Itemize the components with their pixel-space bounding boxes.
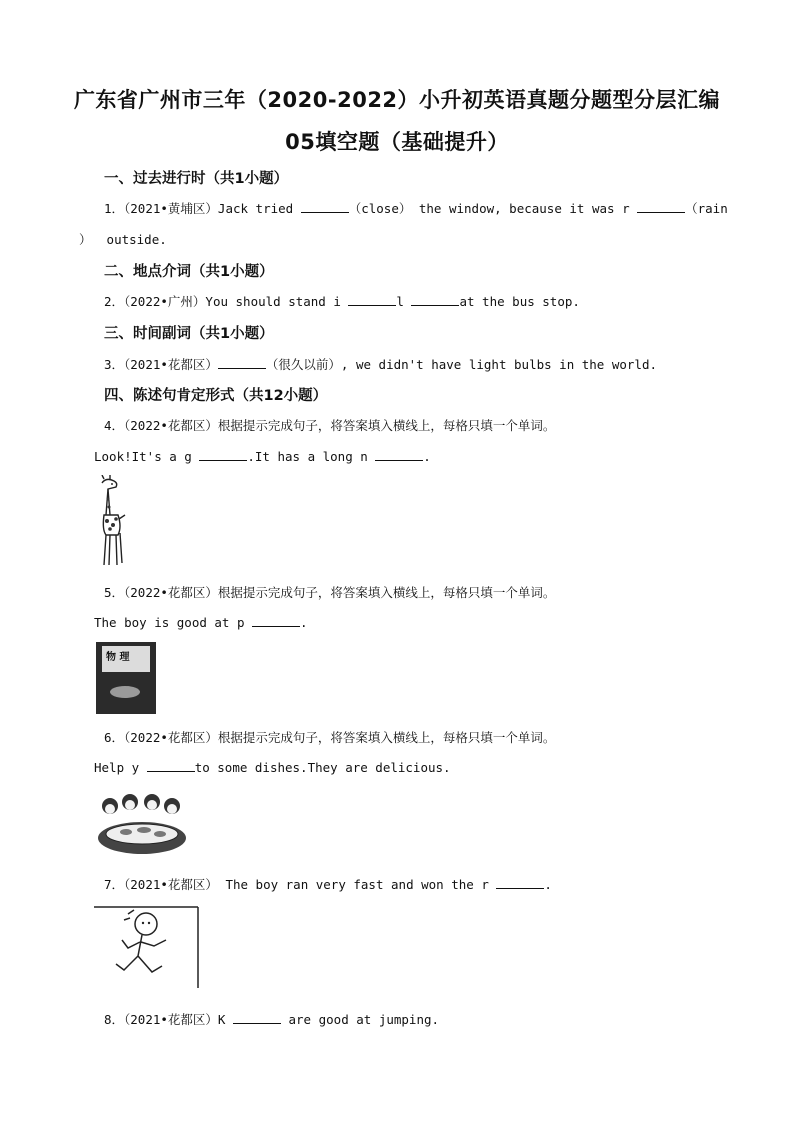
textbook-title: 物 理 bbox=[106, 652, 130, 663]
question-1-continued: ） outside. bbox=[79, 232, 167, 247]
question-text: Help y bbox=[94, 760, 147, 775]
question-text: . bbox=[423, 449, 431, 464]
question-source: （2021•花都区） bbox=[124, 877, 218, 892]
running-boy-image bbox=[94, 904, 204, 990]
giraffe-image bbox=[88, 475, 128, 567]
question-text: .It has a long n bbox=[247, 449, 376, 464]
section-heading-time-adverbs: 三、时间副词（共1小题） bbox=[104, 326, 274, 342]
question-text: Look!It's a g bbox=[94, 449, 200, 464]
question-number: 3． bbox=[104, 357, 125, 372]
question-text: （很久以前）, we didn't have light bulbs in the world. bbox=[265, 357, 657, 372]
document-title: 广东省广州市三年（2020-2022）小升初英语真题分题型分层汇编 bbox=[73, 88, 721, 112]
question-instruction: 根据提示完成句子，将答案填入横线上，每格只填一个单词。 bbox=[217, 418, 556, 433]
answer-blank[interactable] bbox=[218, 358, 266, 369]
question-text: to some dishes.They are delicious. bbox=[194, 760, 451, 775]
question-source: （2021•花都区） bbox=[124, 357, 218, 372]
question-number: 4． bbox=[104, 418, 125, 433]
question-text: The boy is good at p bbox=[94, 615, 253, 630]
question-7 bbox=[104, 875, 552, 893]
question-source: （2022•广州） bbox=[124, 294, 206, 309]
question-number: 1． bbox=[104, 201, 125, 216]
question-1 bbox=[104, 199, 728, 217]
question-5 bbox=[104, 583, 555, 601]
question-number: 8． bbox=[104, 1012, 125, 1027]
answer-blank[interactable] bbox=[411, 295, 459, 306]
question-4-sentence bbox=[94, 449, 431, 464]
question-text: （close） the window, because it was r bbox=[348, 201, 638, 216]
answer-blank[interactable] bbox=[637, 202, 685, 213]
question-text: . bbox=[300, 615, 308, 630]
question-text: . bbox=[544, 877, 552, 892]
section-heading-affirmative-statements: 四、陈述句肯定形式（共12小题） bbox=[104, 388, 328, 404]
question-2 bbox=[104, 292, 580, 310]
answer-blank[interactable] bbox=[233, 1013, 281, 1024]
family-dinner-image bbox=[94, 790, 190, 856]
question-instruction: 根据提示完成句子，将答案填入横线上，每格只填一个单词。 bbox=[217, 585, 556, 600]
answer-blank[interactable] bbox=[348, 295, 396, 306]
question-text: are good at jumping. bbox=[280, 1012, 440, 1027]
question-source: （2022•花都区） bbox=[124, 585, 218, 600]
document-subtitle: 05填空题（基础提升） bbox=[285, 130, 509, 154]
question-8 bbox=[104, 1010, 439, 1028]
answer-blank[interactable] bbox=[301, 202, 349, 213]
question-6 bbox=[104, 728, 555, 746]
answer-blank[interactable] bbox=[496, 878, 544, 889]
question-text: K bbox=[217, 1012, 233, 1027]
question-text: l bbox=[396, 294, 412, 309]
answer-blank[interactable] bbox=[252, 616, 300, 627]
question-4 bbox=[104, 416, 555, 434]
question-6-sentence bbox=[94, 760, 451, 775]
question-source: （2021•花都区） bbox=[124, 1012, 218, 1027]
answer-blank[interactable] bbox=[199, 450, 247, 461]
answer-blank[interactable] bbox=[147, 761, 195, 772]
question-source: （2022•花都区） bbox=[124, 730, 218, 745]
question-source: （2021•黄埔区） bbox=[124, 201, 218, 216]
question-text: （rain bbox=[685, 201, 728, 216]
question-number: 6． bbox=[104, 730, 125, 745]
question-number: 2． bbox=[104, 294, 125, 309]
question-3 bbox=[104, 355, 657, 373]
question-text: The boy ran very fast and won the r bbox=[217, 877, 497, 892]
question-text: You should stand i bbox=[205, 294, 349, 309]
section-heading-past-continuous: 一、过去进行时（共1小题） bbox=[104, 171, 289, 187]
question-5-sentence bbox=[94, 615, 308, 630]
question-text: at the bus stop. bbox=[459, 294, 580, 309]
question-text: Jack tried bbox=[217, 201, 301, 216]
question-source: （2022•花都区） bbox=[124, 418, 218, 433]
answer-blank[interactable] bbox=[375, 450, 423, 461]
question-instruction: 根据提示完成句子，将答案填入横线上，每格只填一个单词。 bbox=[217, 730, 556, 745]
question-number: 5． bbox=[104, 585, 125, 600]
physics-textbook-image bbox=[96, 642, 156, 714]
section-heading-place-prepositions: 二、地点介词（共1小题） bbox=[104, 264, 274, 280]
question-number: 7． bbox=[104, 877, 125, 892]
